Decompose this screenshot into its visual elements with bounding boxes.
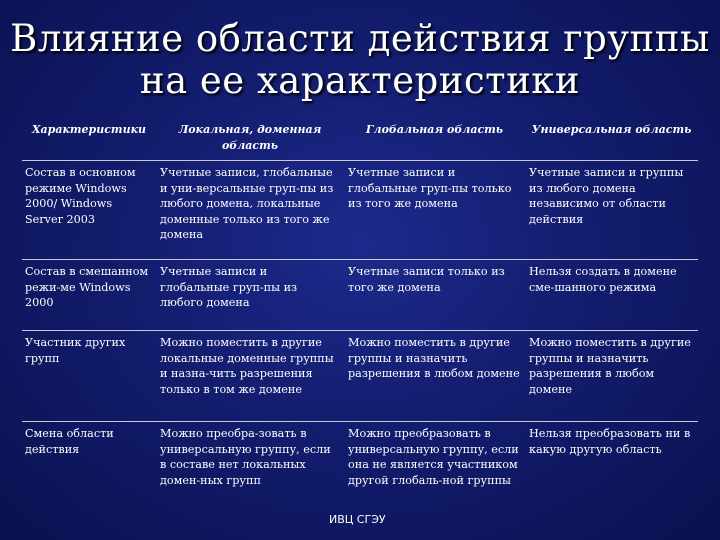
footer-label: ИВЦ СГЭУ — [329, 513, 386, 526]
row-label: Смена области действия — [25, 427, 114, 456]
title-line-1: Влияние области действия группы — [10, 17, 710, 60]
table-cell: Можно поместить в другие локальные доменные группы и назна-чить разрешения только в том же домене — [156, 331, 344, 422]
table-cell: Можно преобра-зовать в универсальную группу, если в составе нет локальных домен-ных групп — [160, 427, 331, 487]
header-characteristics: Характеристики — [22, 116, 156, 161]
table-cell: Учетные записи и глобальные груп-пы из любого домена — [156, 260, 344, 331]
table-cell: Учетные записи и группы из любого домена независимо от области действия — [525, 161, 698, 260]
table-row — [22, 260, 698, 331]
row-label: Состав в смешанном режи-ме Windows 2000 — [22, 260, 156, 331]
slide-title — [0, 18, 720, 102]
header-universal: Универсальная область — [525, 116, 698, 161]
header-domain-local: Локальная, доменная область — [156, 116, 344, 161]
table-cell: Учетные записи, глобальные и уни-версальные груп-пы из любого домена, локальные доменные только из того же домена — [156, 161, 344, 260]
row-label: Участник других групп — [22, 331, 156, 422]
table-row — [22, 161, 698, 260]
table-cell: Учетные записи и глобальные груп-пы только из того же домена — [344, 161, 525, 260]
header-global: Глобальная область — [344, 116, 525, 161]
table-cell: Можно поместить в другие группы и назначить разрешения в любом домене — [525, 331, 698, 422]
table-row — [22, 422, 698, 525]
table-cell: Нельзя создать в домене сме-шанного режима — [525, 260, 698, 331]
table-cell: Нельзя преобразовать ни в какую другую область — [529, 427, 691, 456]
title-line-2: на ее характеристики — [139, 59, 581, 102]
comparison-table — [22, 116, 698, 524]
table-cell: Можно преобразовать в универсальную группу, если она не является участником другой глобаль-ной группы — [348, 427, 519, 487]
table-row — [22, 331, 698, 422]
table-cell: Учетные записи только из того же домена — [344, 260, 525, 331]
table-header-row — [22, 116, 698, 161]
row-label: Состав в основном режиме Windows 2000/ Windows Server 2003 — [22, 161, 156, 260]
table-cell: Можно поместить в другие группы и назначить разрешения в любом домене — [344, 331, 525, 422]
